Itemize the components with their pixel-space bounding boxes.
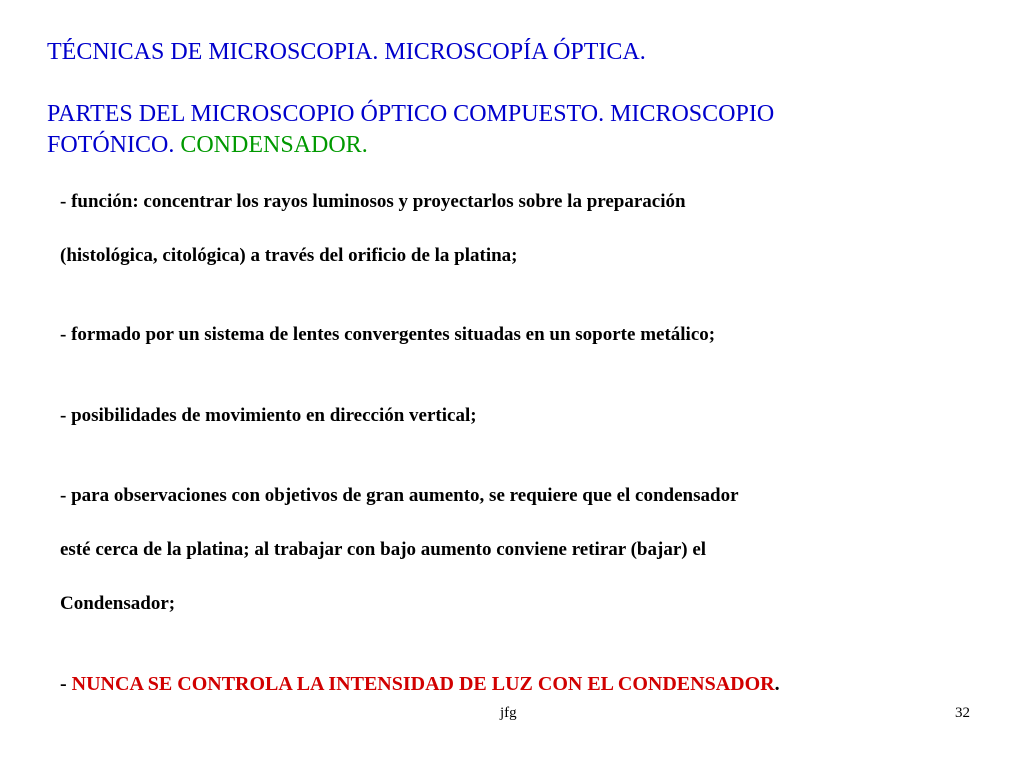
body-line-observations-end: Condensador; — [60, 593, 176, 614]
slide-subtitle-line2 — [47, 131, 368, 159]
page-number: 32 — [955, 705, 970, 721]
warning-line — [60, 672, 780, 696]
slide-subtitle-line1: PARTES DEL MICROSCOPIO ÓPTICO COMPUESTO. MICROSCOPIO — [47, 101, 775, 127]
subtitle-green-part: CONDENSADOR. — [180, 132, 368, 158]
body-line-observations: - para observaciones con objetivos de gran aumento, se requiere que el condensador — [60, 485, 739, 506]
warning-text: NUNCA SE CONTROLA LA INTENSIDAD DE LUZ CON EL CONDENSADOR — [71, 673, 775, 695]
body-line-observations-cont: esté cerca de la platina; al trabajar con bajo aumento conviene retirar (bajar) el — [60, 539, 707, 560]
warning-suffix: . — [774, 673, 780, 695]
warning-prefix: - — [60, 673, 72, 695]
body-line-formed: - formado por un sistema de lentes convergentes situadas en un soporte metálico; — [60, 324, 716, 345]
body-line-movement: - posibilidades de movimiento en dirección vertical; — [60, 405, 477, 426]
body-line-function-cont: (histológica, citológica) a través del orificio de la platina; — [60, 245, 518, 266]
footer-author: jfg — [500, 705, 517, 721]
subtitle-blue-part: FOTÓNICO. — [47, 132, 175, 158]
slide-title: TÉCNICAS DE MICROSCOPIA. MICROSCOPÍA ÓPTICA. — [47, 39, 646, 65]
body-line-function: - función: concentrar los rayos luminosos y proyectarlos sobre la preparación — [60, 191, 686, 212]
